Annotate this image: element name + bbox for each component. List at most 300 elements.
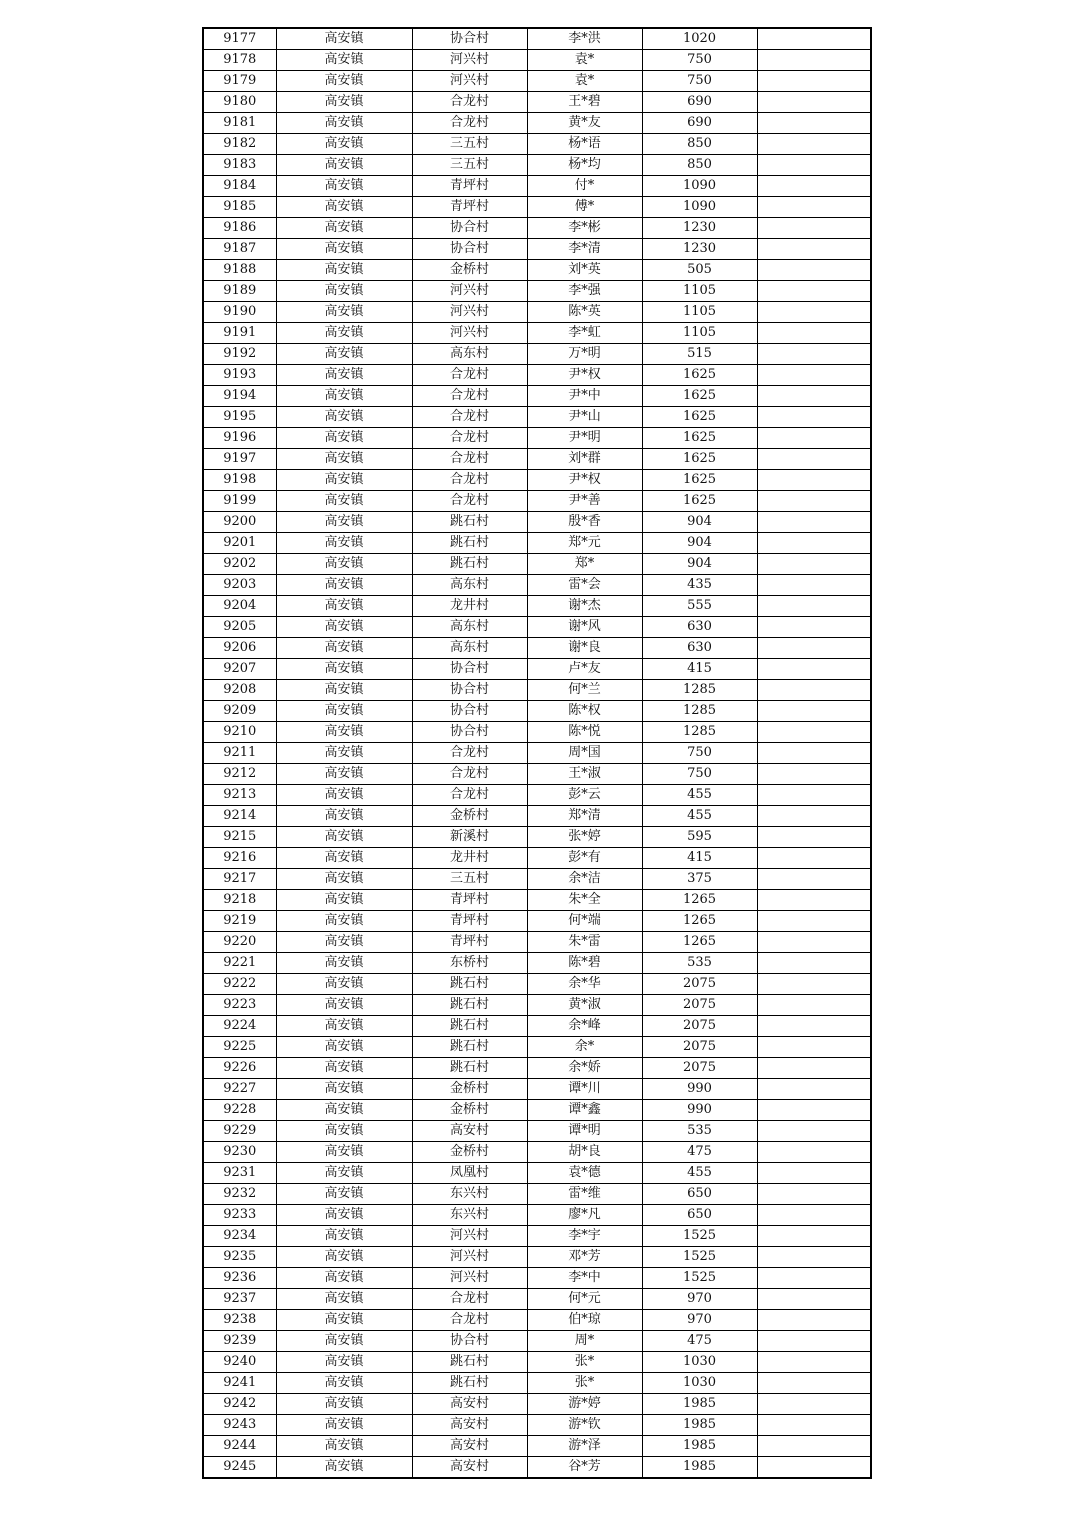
cell-village: 跳石村 <box>412 512 527 533</box>
cell-serial-number: 9191 <box>203 323 276 344</box>
table-row <box>203 1226 871 1247</box>
cell-amount: 1030 <box>642 1373 757 1394</box>
cell-amount: 455 <box>642 785 757 806</box>
cell-remark <box>757 1352 871 1373</box>
cell-serial-number: 9216 <box>203 848 276 869</box>
table-row <box>203 659 871 680</box>
cell-amount: 455 <box>642 1163 757 1184</box>
cell-town: 高安镇 <box>276 659 412 680</box>
cell-name: 袁* <box>527 50 642 71</box>
cell-town: 高安镇 <box>276 218 412 239</box>
cell-village: 河兴村 <box>412 1226 527 1247</box>
cell-amount: 904 <box>642 554 757 575</box>
cell-village: 青坪村 <box>412 932 527 953</box>
cell-village: 协合村 <box>412 722 527 743</box>
cell-serial-number: 9180 <box>203 92 276 113</box>
cell-town: 高安镇 <box>276 596 412 617</box>
cell-village: 协合村 <box>412 218 527 239</box>
cell-amount: 595 <box>642 827 757 848</box>
cell-remark <box>757 407 871 428</box>
cell-amount: 535 <box>642 1121 757 1142</box>
cell-remark <box>757 260 871 281</box>
cell-serial-number: 9241 <box>203 1373 276 1394</box>
cell-village: 合龙村 <box>412 764 527 785</box>
cell-serial-number: 9181 <box>203 113 276 134</box>
cell-name: 余*娇 <box>527 1058 642 1079</box>
table-row <box>203 28 871 50</box>
table-row <box>203 953 871 974</box>
table-row <box>203 218 871 239</box>
cell-town: 高安镇 <box>276 1310 412 1331</box>
cell-serial-number: 9229 <box>203 1121 276 1142</box>
cell-remark <box>757 449 871 470</box>
table-row <box>203 1142 871 1163</box>
cell-serial-number: 9214 <box>203 806 276 827</box>
cell-amount: 970 <box>642 1289 757 1310</box>
cell-name: 卢*友 <box>527 659 642 680</box>
cell-amount: 505 <box>642 260 757 281</box>
table-row <box>203 134 871 155</box>
cell-amount: 1625 <box>642 449 757 470</box>
cell-remark <box>757 869 871 890</box>
cell-village: 合龙村 <box>412 470 527 491</box>
cell-remark <box>757 1037 871 1058</box>
cell-remark <box>757 1205 871 1226</box>
cell-serial-number: 9185 <box>203 197 276 218</box>
cell-village: 合龙村 <box>412 1310 527 1331</box>
cell-name: 游*泽 <box>527 1436 642 1457</box>
cell-name: 陈*悦 <box>527 722 642 743</box>
cell-town: 高安镇 <box>276 1289 412 1310</box>
cell-remark <box>757 764 871 785</box>
cell-name: 尹*明 <box>527 428 642 449</box>
cell-remark <box>757 1079 871 1100</box>
cell-amount: 455 <box>642 806 757 827</box>
cell-amount: 630 <box>642 638 757 659</box>
table-row <box>203 239 871 260</box>
cell-village: 凤凰村 <box>412 1163 527 1184</box>
cell-serial-number: 9196 <box>203 428 276 449</box>
cell-village: 龙井村 <box>412 848 527 869</box>
cell-village: 河兴村 <box>412 323 527 344</box>
table-row <box>203 596 871 617</box>
cell-village: 协合村 <box>412 239 527 260</box>
cell-serial-number: 9227 <box>203 1079 276 1100</box>
cell-serial-number: 9205 <box>203 617 276 638</box>
cell-name: 杨*语 <box>527 134 642 155</box>
cell-name: 尹*中 <box>527 386 642 407</box>
cell-town: 高安镇 <box>276 134 412 155</box>
cell-town: 高安镇 <box>276 1394 412 1415</box>
cell-amount: 1285 <box>642 701 757 722</box>
table-row <box>203 1457 871 1479</box>
cell-name: 尹*善 <box>527 491 642 512</box>
cell-village: 河兴村 <box>412 1268 527 1289</box>
cell-name: 黄*友 <box>527 113 642 134</box>
cell-village: 东桥村 <box>412 953 527 974</box>
table-row <box>203 638 871 659</box>
cell-serial-number: 9223 <box>203 995 276 1016</box>
cell-town: 高安镇 <box>276 974 412 995</box>
cell-serial-number: 9178 <box>203 50 276 71</box>
cell-serial-number: 9204 <box>203 596 276 617</box>
table-row <box>203 743 871 764</box>
cell-town: 高安镇 <box>276 512 412 533</box>
cell-name: 郑* <box>527 554 642 575</box>
cell-amount: 1625 <box>642 407 757 428</box>
cell-remark <box>757 1289 871 1310</box>
cell-serial-number: 9220 <box>203 932 276 953</box>
cell-serial-number: 9215 <box>203 827 276 848</box>
cell-serial-number: 9212 <box>203 764 276 785</box>
cell-village: 高安村 <box>412 1394 527 1415</box>
cell-town: 高安镇 <box>276 1352 412 1373</box>
cell-name: 谢*良 <box>527 638 642 659</box>
cell-remark <box>757 911 871 932</box>
table-row <box>203 1352 871 1373</box>
cell-name: 郑*元 <box>527 533 642 554</box>
cell-town: 高安镇 <box>276 1121 412 1142</box>
table-row <box>203 428 871 449</box>
cell-name: 伯*琼 <box>527 1310 642 1331</box>
cell-village: 合龙村 <box>412 428 527 449</box>
cell-remark <box>757 701 871 722</box>
cell-village: 高安村 <box>412 1436 527 1457</box>
cell-village: 青坪村 <box>412 197 527 218</box>
cell-village: 合龙村 <box>412 92 527 113</box>
cell-town: 高安镇 <box>276 323 412 344</box>
cell-remark <box>757 155 871 176</box>
cell-amount: 1985 <box>642 1415 757 1436</box>
table-row <box>203 1436 871 1457</box>
cell-town: 高安镇 <box>276 1058 412 1079</box>
table-row <box>203 890 871 911</box>
cell-amount: 1625 <box>642 428 757 449</box>
cell-serial-number: 9238 <box>203 1310 276 1331</box>
table-row <box>203 701 871 722</box>
cell-remark <box>757 596 871 617</box>
cell-serial-number: 9236 <box>203 1268 276 1289</box>
cell-amount: 2075 <box>642 1037 757 1058</box>
cell-town: 高安镇 <box>276 848 412 869</box>
cell-name: 邓*芳 <box>527 1247 642 1268</box>
table-row <box>203 680 871 701</box>
cell-amount: 1985 <box>642 1436 757 1457</box>
cell-town: 高安镇 <box>276 701 412 722</box>
cell-remark <box>757 827 871 848</box>
cell-remark <box>757 1121 871 1142</box>
table-row <box>203 344 871 365</box>
cell-amount: 990 <box>642 1100 757 1121</box>
cell-remark <box>757 428 871 449</box>
cell-town: 高安镇 <box>276 1037 412 1058</box>
cell-name: 张*婷 <box>527 827 642 848</box>
cell-name: 谢*杰 <box>527 596 642 617</box>
cell-serial-number: 9235 <box>203 1247 276 1268</box>
cell-name: 何*元 <box>527 1289 642 1310</box>
cell-remark <box>757 974 871 995</box>
cell-serial-number: 9240 <box>203 1352 276 1373</box>
cell-village: 河兴村 <box>412 71 527 92</box>
cell-amount: 2075 <box>642 995 757 1016</box>
cell-serial-number: 9239 <box>203 1331 276 1352</box>
cell-village: 龙井村 <box>412 596 527 617</box>
cell-amount: 475 <box>642 1142 757 1163</box>
cell-village: 高东村 <box>412 344 527 365</box>
cell-remark <box>757 1310 871 1331</box>
cell-name: 李*宇 <box>527 1226 642 1247</box>
cell-remark <box>757 554 871 575</box>
cell-amount: 415 <box>642 848 757 869</box>
cell-town: 高安镇 <box>276 113 412 134</box>
cell-serial-number: 9217 <box>203 869 276 890</box>
cell-serial-number: 9190 <box>203 302 276 323</box>
cell-remark <box>757 806 871 827</box>
cell-amount: 1105 <box>642 323 757 344</box>
cell-town: 高安镇 <box>276 428 412 449</box>
cell-amount: 1285 <box>642 680 757 701</box>
cell-town: 高安镇 <box>276 827 412 848</box>
cell-remark <box>757 218 871 239</box>
cell-serial-number: 9206 <box>203 638 276 659</box>
cell-amount: 690 <box>642 92 757 113</box>
cell-village: 合龙村 <box>412 407 527 428</box>
cell-town: 高安镇 <box>276 617 412 638</box>
cell-town: 高安镇 <box>276 1331 412 1352</box>
cell-serial-number: 9197 <box>203 449 276 470</box>
cell-remark <box>757 1436 871 1457</box>
cell-remark <box>757 470 871 491</box>
cell-serial-number: 9195 <box>203 407 276 428</box>
cell-serial-number: 9237 <box>203 1289 276 1310</box>
cell-name: 李*彬 <box>527 218 642 239</box>
table-row <box>203 911 871 932</box>
cell-town: 高安镇 <box>276 1142 412 1163</box>
cell-name: 郑*清 <box>527 806 642 827</box>
cell-village: 河兴村 <box>412 302 527 323</box>
cell-village: 跳石村 <box>412 1037 527 1058</box>
cell-town: 高安镇 <box>276 302 412 323</box>
cell-name: 陈*碧 <box>527 953 642 974</box>
cell-name: 谭*鑫 <box>527 1100 642 1121</box>
cell-amount: 690 <box>642 113 757 134</box>
cell-name: 杨*均 <box>527 155 642 176</box>
cell-remark <box>757 491 871 512</box>
cell-amount: 1625 <box>642 386 757 407</box>
cell-serial-number: 9200 <box>203 512 276 533</box>
cell-name: 周*国 <box>527 743 642 764</box>
cell-village: 东兴村 <box>412 1184 527 1205</box>
cell-serial-number: 9193 <box>203 365 276 386</box>
cell-name: 付* <box>527 176 642 197</box>
cell-village: 青坪村 <box>412 176 527 197</box>
cell-serial-number: 9201 <box>203 533 276 554</box>
cell-name: 何*端 <box>527 911 642 932</box>
cell-town: 高安镇 <box>276 281 412 302</box>
cell-village: 金桥村 <box>412 1142 527 1163</box>
cell-serial-number: 9177 <box>203 28 276 50</box>
cell-name: 朱*雷 <box>527 932 642 953</box>
cell-village: 三五村 <box>412 869 527 890</box>
cell-remark <box>757 1457 871 1479</box>
cell-name: 陈*英 <box>527 302 642 323</box>
cell-town: 高安镇 <box>276 890 412 911</box>
cell-amount: 630 <box>642 617 757 638</box>
cell-town: 高安镇 <box>276 1457 412 1479</box>
cell-amount: 535 <box>642 953 757 974</box>
cell-name: 李*虹 <box>527 323 642 344</box>
table-row <box>203 722 871 743</box>
cell-name: 张* <box>527 1373 642 1394</box>
cell-serial-number: 9226 <box>203 1058 276 1079</box>
cell-name: 谭*川 <box>527 1079 642 1100</box>
cell-remark <box>757 1415 871 1436</box>
cell-serial-number: 9221 <box>203 953 276 974</box>
table-row <box>203 1079 871 1100</box>
cell-amount: 1090 <box>642 176 757 197</box>
table-row <box>203 575 871 596</box>
table-row <box>203 617 871 638</box>
cell-village: 高安村 <box>412 1415 527 1436</box>
cell-town: 高安镇 <box>276 197 412 218</box>
cell-village: 协合村 <box>412 28 527 50</box>
cell-village: 跳石村 <box>412 974 527 995</box>
cell-village: 河兴村 <box>412 1247 527 1268</box>
cell-name: 王*淑 <box>527 764 642 785</box>
cell-town: 高安镇 <box>276 806 412 827</box>
cell-village: 河兴村 <box>412 50 527 71</box>
cell-village: 合龙村 <box>412 785 527 806</box>
table-row <box>203 512 871 533</box>
cell-name: 李*清 <box>527 239 642 260</box>
table-row <box>203 1037 871 1058</box>
cell-remark <box>757 575 871 596</box>
cell-serial-number: 9209 <box>203 701 276 722</box>
cell-remark <box>757 638 871 659</box>
cell-town: 高安镇 <box>276 995 412 1016</box>
cell-name: 彭*有 <box>527 848 642 869</box>
cell-village: 合龙村 <box>412 113 527 134</box>
cell-name: 谢*风 <box>527 617 642 638</box>
cell-name: 刘*英 <box>527 260 642 281</box>
cell-serial-number: 9203 <box>203 575 276 596</box>
cell-remark <box>757 932 871 953</box>
cell-town: 高安镇 <box>276 575 412 596</box>
cell-village: 协合村 <box>412 1331 527 1352</box>
cell-amount: 1030 <box>642 1352 757 1373</box>
cell-remark <box>757 50 871 71</box>
cell-name: 雷*会 <box>527 575 642 596</box>
cell-serial-number: 9245 <box>203 1457 276 1479</box>
table-row <box>203 281 871 302</box>
cell-remark <box>757 848 871 869</box>
cell-remark <box>757 386 871 407</box>
cell-amount: 1020 <box>642 28 757 50</box>
table-row <box>203 1184 871 1205</box>
table-row <box>203 533 871 554</box>
table-row <box>203 848 871 869</box>
cell-village: 跳石村 <box>412 1373 527 1394</box>
cell-town: 高安镇 <box>276 260 412 281</box>
cell-amount: 750 <box>642 71 757 92</box>
table-row <box>203 71 871 92</box>
cell-town: 高安镇 <box>276 1205 412 1226</box>
cell-amount: 904 <box>642 533 757 554</box>
cell-town: 高安镇 <box>276 1079 412 1100</box>
cell-town: 高安镇 <box>276 533 412 554</box>
cell-village: 河兴村 <box>412 281 527 302</box>
cell-town: 高安镇 <box>276 785 412 806</box>
cell-remark <box>757 1268 871 1289</box>
table-row <box>203 1373 871 1394</box>
cell-village: 跳石村 <box>412 1058 527 1079</box>
cell-serial-number: 9188 <box>203 260 276 281</box>
table-row <box>203 1205 871 1226</box>
table-row <box>203 974 871 995</box>
cell-amount: 555 <box>642 596 757 617</box>
cell-village: 青坪村 <box>412 911 527 932</box>
cell-amount: 1625 <box>642 365 757 386</box>
table-row <box>203 155 871 176</box>
table-row <box>203 806 871 827</box>
cell-amount: 750 <box>642 743 757 764</box>
cell-serial-number: 9184 <box>203 176 276 197</box>
cell-remark <box>757 1058 871 1079</box>
cell-remark <box>757 1016 871 1037</box>
table-row <box>203 491 871 512</box>
cell-remark <box>757 659 871 680</box>
cell-remark <box>757 1331 871 1352</box>
cell-serial-number: 9213 <box>203 785 276 806</box>
cell-remark <box>757 722 871 743</box>
table-row <box>203 176 871 197</box>
cell-name: 万*明 <box>527 344 642 365</box>
cell-town: 高安镇 <box>276 407 412 428</box>
table-row <box>203 785 871 806</box>
cell-town: 高安镇 <box>276 491 412 512</box>
cell-village: 跳石村 <box>412 554 527 575</box>
cell-serial-number: 9183 <box>203 155 276 176</box>
cell-name: 张* <box>527 1352 642 1373</box>
cell-village: 跳石村 <box>412 1352 527 1373</box>
table-row <box>203 197 871 218</box>
cell-remark <box>757 512 871 533</box>
cell-serial-number: 9231 <box>203 1163 276 1184</box>
cell-town: 高安镇 <box>276 365 412 386</box>
cell-town: 高安镇 <box>276 92 412 113</box>
cell-town: 高安镇 <box>276 1247 412 1268</box>
cell-name: 廖*凡 <box>527 1205 642 1226</box>
cell-serial-number: 9232 <box>203 1184 276 1205</box>
cell-remark <box>757 1394 871 1415</box>
cell-name: 袁*德 <box>527 1163 642 1184</box>
cell-amount: 1105 <box>642 281 757 302</box>
cell-amount: 1230 <box>642 218 757 239</box>
cell-amount: 1525 <box>642 1268 757 1289</box>
cell-amount: 750 <box>642 50 757 71</box>
cell-serial-number: 9186 <box>203 218 276 239</box>
cell-town: 高安镇 <box>276 953 412 974</box>
table-row <box>203 1100 871 1121</box>
cell-name: 周* <box>527 1331 642 1352</box>
cell-name: 黄*淑 <box>527 995 642 1016</box>
cell-village: 青坪村 <box>412 890 527 911</box>
cell-village: 三五村 <box>412 155 527 176</box>
table-row <box>203 1121 871 1142</box>
table-row <box>203 1268 871 1289</box>
cell-name: 彭*云 <box>527 785 642 806</box>
cell-amount: 515 <box>642 344 757 365</box>
